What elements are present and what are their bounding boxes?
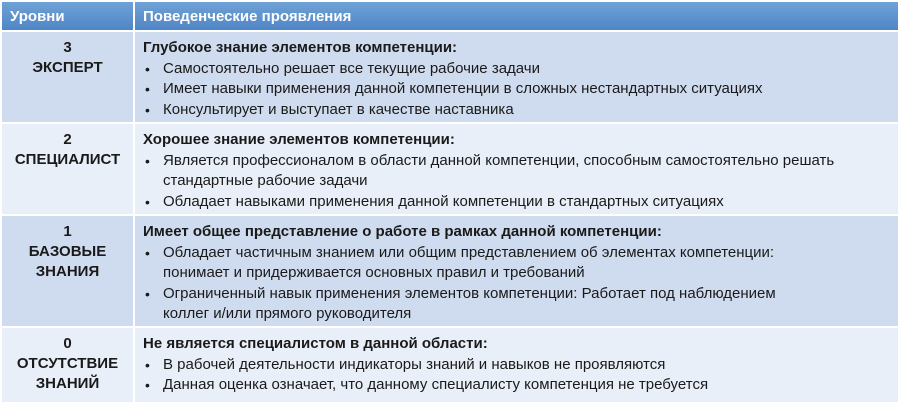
level-name-cont: ЗНАНИЯ <box>35 263 100 280</box>
bullet-icon: • <box>145 152 150 169</box>
list-item <box>143 284 890 325</box>
desc-title: Хорошее знание элементов компетенции: <box>143 131 455 148</box>
list-item <box>143 151 890 192</box>
list-item <box>143 355 890 376</box>
level-number: 1 <box>63 223 72 240</box>
bullet-icon: • <box>145 60 150 77</box>
desc-cell-3 <box>135 30 898 122</box>
level-name-cont: ЗНАНИЙ <box>35 375 100 392</box>
desc-title: Глубокое знание элементов компетенции: <box>143 39 458 56</box>
level-number: 3 <box>63 39 72 56</box>
bullet-icon: • <box>145 193 150 210</box>
level-cell-1 <box>2 214 135 326</box>
bullet-text: В рабочей деятельности индикаторы знаний и навыков не проявляются <box>163 355 666 373</box>
header-levels: Уровни <box>2 2 135 30</box>
level-name: ЭКСПЕРТ <box>32 59 103 76</box>
bullet-text: Обладает навыками применения данной компетенции в стандартных ситуациях <box>163 192 724 210</box>
bullet-text: Данная оценка означает, что данному специалисту компетенция не требуется <box>163 376 709 393</box>
bullet-text: Консультирует и выступает в качестве наставника <box>163 100 514 118</box>
desc-cell-2 <box>135 122 898 214</box>
list-item <box>143 375 890 396</box>
level-name: ОТСУТСТВИЕ <box>16 355 119 372</box>
bullet-text-cont: понимает и придерживается основных правил и требований <box>163 264 585 281</box>
bullet-text-cont: стандартные рабочие задачи <box>163 172 368 189</box>
desc-cell-1 <box>135 214 898 326</box>
header-behaviors: Поведенческие проявления <box>135 2 898 30</box>
list-item <box>143 243 890 284</box>
list-item <box>143 59 890 80</box>
desc-title: Имеет общее представление о работе в рамках данной компетенции: <box>143 223 662 240</box>
bullet-text: Обладает частичным знанием или общим представлением об элементах компетенции: <box>163 243 775 261</box>
bullet-icon: • <box>145 285 150 302</box>
bullet-icon: • <box>145 81 150 97</box>
bullet-text: Ограниченный навык применения элементов компетенции: Работает под наблюдением <box>163 284 776 302</box>
level-number: 2 <box>63 131 72 148</box>
desc-cell-0 <box>135 326 898 402</box>
list-item <box>143 100 890 121</box>
bullet-icon: • <box>145 377 150 393</box>
bullet-text-cont: коллег и/или прямого руководителя <box>163 305 412 322</box>
list-item <box>143 192 890 213</box>
level-cell-3 <box>2 30 135 122</box>
bullet-icon: • <box>145 101 150 118</box>
bullet-text: Является профессионалом в области данной компетенции, способным самостоятельно решать <box>163 151 835 169</box>
level-name: БАЗОВЫЕ <box>28 243 107 260</box>
bullet-text: Имеет навыки применения данной компетенции в сложных нестандартных ситуациях <box>163 80 763 97</box>
desc-title: Не является специалистом в данной области: <box>143 335 488 352</box>
bullet-icon: • <box>145 356 150 373</box>
level-cell-0 <box>2 326 135 402</box>
competency-levels-table <box>2 2 898 404</box>
level-number: 0 <box>63 335 72 352</box>
bullet-icon: • <box>145 244 150 261</box>
list-item <box>143 79 890 100</box>
level-cell-2 <box>2 122 135 214</box>
bullet-text: Самостоятельно решает все текущие рабочие задачи <box>163 59 540 77</box>
level-name: СПЕЦИАЛИСТ <box>14 151 121 168</box>
